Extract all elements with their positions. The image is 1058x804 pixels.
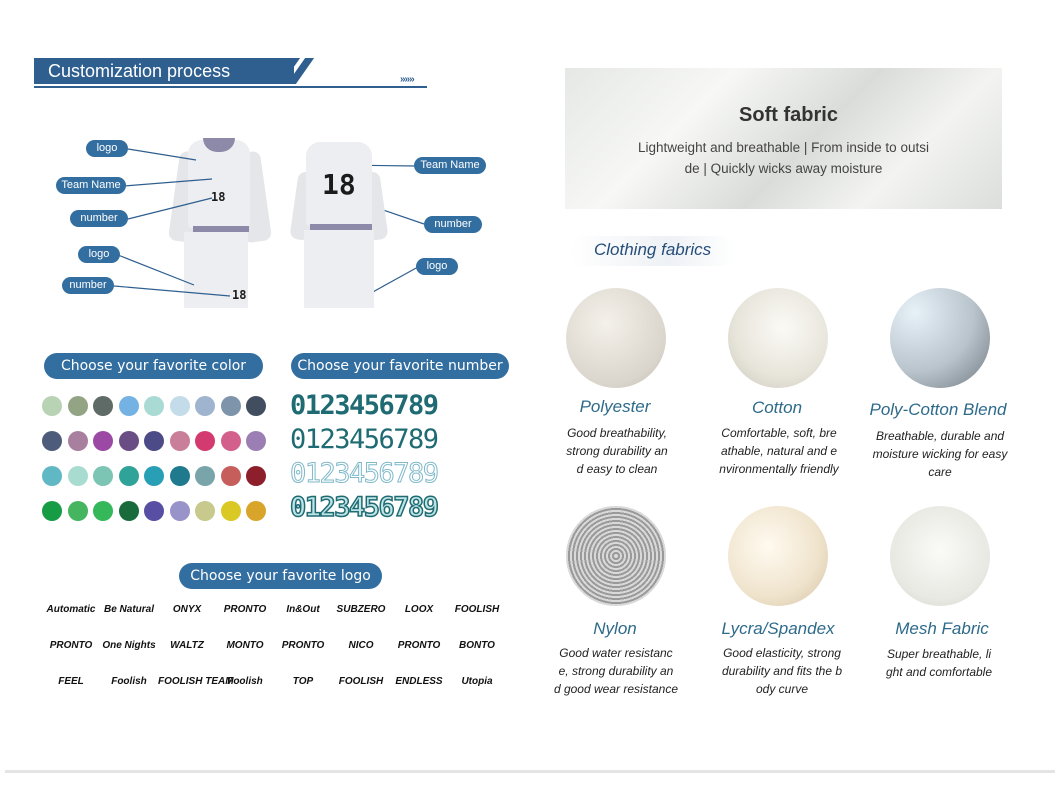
color-swatch[interactable]: [221, 396, 241, 416]
desc-line: strong durability an: [566, 444, 668, 458]
callout-team-name: Team Name: [414, 157, 486, 174]
team-logo[interactable]: LOOX: [404, 604, 434, 615]
team-logo[interactable]: WALTZ: [170, 640, 204, 651]
page-title: Customization process: [48, 61, 231, 81]
callout-number: number: [424, 216, 482, 233]
team-logo[interactable]: PRONTO: [223, 604, 267, 615]
color-swatch[interactable]: [144, 431, 164, 451]
number-style-1[interactable]: 0123456789: [290, 390, 438, 421]
fabric-description: [712, 424, 846, 478]
color-swatch[interactable]: [68, 396, 88, 416]
number-style-4[interactable]: 0123456789: [290, 492, 438, 523]
team-logo[interactable]: Utopia: [461, 676, 493, 687]
color-section-title: Choose your favorite color: [44, 353, 263, 379]
team-logo[interactable]: ENDLESS: [395, 676, 443, 687]
fabric-description: [554, 424, 680, 478]
team-logo[interactable]: ONYX: [172, 604, 202, 615]
callout-logo: logo: [86, 140, 128, 157]
desc-line: athable, natural and e: [720, 444, 838, 458]
desc-line: Good water resistanc: [559, 646, 673, 660]
team-logo[interactable]: NICO: [348, 640, 374, 651]
callout-number: number: [62, 277, 114, 294]
color-swatch[interactable]: [42, 501, 62, 521]
poly-cotton-swatch: [890, 288, 990, 388]
color-swatch[interactable]: [42, 466, 62, 486]
polyester-swatch: [566, 288, 666, 388]
clothing-fabrics-title: Clothing fabrics: [594, 240, 712, 259]
team-logo[interactable]: In&Out: [286, 604, 320, 615]
team-logo[interactable]: MONTO: [226, 640, 264, 651]
desc-line: Breathable, durable and: [875, 429, 1005, 443]
number-section-title: Choose your favorite number: [291, 353, 509, 379]
color-swatch[interactable]: [170, 396, 190, 416]
back-shorts: [304, 230, 374, 308]
color-swatch[interactable]: [119, 431, 139, 451]
color-swatch[interactable]: [195, 396, 215, 416]
desc-line: ody curve: [755, 682, 809, 696]
fabric-name: Cotton: [751, 398, 803, 417]
color-swatch[interactable]: [170, 501, 190, 521]
callout-team-name: Team Name: [56, 177, 126, 194]
color-swatch[interactable]: [246, 396, 266, 416]
logo-section-title: Choose your favorite logo: [179, 563, 382, 589]
logo-grid: [42, 600, 512, 700]
desc-line: d good wear resistance: [553, 682, 679, 696]
soft-fabric-title: Soft fabric: [739, 104, 838, 126]
team-logo[interactable]: Foolish: [111, 676, 147, 687]
callout-number: number: [70, 210, 128, 227]
chevron-right-icon: »»»: [400, 74, 414, 85]
fabric-name: Polyester: [579, 397, 651, 416]
back-number: 18: [322, 168, 356, 201]
color-swatch[interactable]: [195, 431, 215, 451]
color-swatch-grid: [42, 396, 272, 526]
fabric-name: Nylon: [593, 619, 637, 638]
front-chest-number: 18: [211, 190, 226, 204]
team-logo[interactable]: TOP: [292, 676, 314, 687]
desc-line: moisture wicking for easy: [872, 447, 1008, 461]
color-swatch[interactable]: [221, 501, 241, 521]
team-logo[interactable]: Be Natural: [103, 604, 154, 615]
fabric-description: [714, 644, 850, 698]
color-swatch[interactable]: [221, 431, 241, 451]
color-swatch[interactable]: [42, 431, 62, 451]
callout-logo: logo: [416, 258, 458, 275]
color-swatch[interactable]: [144, 501, 164, 521]
desc-line: durability and fits the b: [721, 664, 843, 678]
callout-logo: logo: [78, 246, 120, 263]
team-logo[interactable]: One Nights: [102, 640, 156, 651]
team-logo[interactable]: FOOLISH: [338, 676, 384, 687]
team-logo[interactable]: FEEL: [58, 676, 84, 687]
desc-line: ght and comfortable: [885, 665, 993, 679]
fabric-description: [866, 427, 1014, 481]
number-style-2[interactable]: 0123456789: [290, 424, 438, 455]
color-swatch[interactable]: [119, 466, 139, 486]
desc-line: Comfortable, soft, bre: [721, 426, 837, 440]
color-swatch[interactable]: [68, 466, 88, 486]
desc-line: Super breathable, li: [886, 647, 992, 661]
desc-line: Good elasticity, strong: [723, 646, 841, 660]
color-swatch[interactable]: [246, 501, 266, 521]
fabric-description: [876, 645, 1002, 681]
desc-line: Good breathability,: [567, 426, 667, 440]
front-shorts-number: 18: [232, 288, 247, 302]
color-swatch[interactable]: [246, 466, 266, 486]
fabric-name: Poly-Cotton Blend: [869, 400, 1007, 419]
soft-fabric-description: [610, 137, 957, 179]
color-swatch[interactable]: [68, 431, 88, 451]
fabric-name: Lycra/Spandex: [721, 619, 835, 638]
bottom-divider: [5, 770, 1055, 773]
color-swatch[interactable]: [119, 396, 139, 416]
soft-fabric-line-2: de | Quickly wicks away moisture: [684, 161, 883, 176]
color-swatch[interactable]: [93, 466, 113, 486]
color-swatch[interactable]: [221, 466, 241, 486]
team-logo[interactable]: PRONTO: [49, 640, 93, 651]
team-logo[interactable]: SUBZERO: [336, 604, 386, 615]
team-logo[interactable]: FOOLISH TEAM: [158, 676, 234, 687]
soft-fabric-line-1: Lightweight and breathable | From inside to outsi: [638, 140, 929, 155]
color-swatch[interactable]: [119, 501, 139, 521]
number-style-3[interactable]: 0123456789: [290, 458, 438, 489]
color-swatch[interactable]: [170, 466, 190, 486]
desc-line: d easy to clean: [576, 462, 658, 476]
color-swatch[interactable]: [93, 501, 113, 521]
desc-line: care: [928, 465, 952, 479]
cotton-swatch: [728, 288, 828, 388]
fabric-name: Mesh Fabric: [895, 619, 989, 638]
team-logo[interactable]: PRONTO: [281, 640, 325, 651]
color-swatch[interactable]: [195, 466, 215, 486]
team-logo[interactable]: Automatic: [46, 604, 96, 615]
color-swatch[interactable]: [42, 396, 62, 416]
color-swatch[interactable]: [170, 431, 190, 451]
desc-line: e, strong durability an: [558, 664, 674, 678]
lycra-swatch: [728, 506, 828, 606]
color-swatch[interactable]: [144, 466, 164, 486]
color-swatch[interactable]: [93, 396, 113, 416]
color-swatch[interactable]: [246, 431, 266, 451]
color-swatch[interactable]: [195, 501, 215, 521]
team-logo[interactable]: FOOLISH: [454, 604, 500, 615]
fabric-description: [550, 644, 682, 698]
color-swatch[interactable]: [68, 501, 88, 521]
team-logo[interactable]: PRONTO: [397, 640, 441, 651]
nylon-swatch: [566, 506, 666, 606]
mesh-swatch: [890, 506, 990, 606]
color-swatch[interactable]: [93, 431, 113, 451]
team-logo[interactable]: BONTO: [459, 640, 495, 651]
desc-line: nvironmentally friendly: [719, 462, 839, 476]
color-swatch[interactable]: [144, 396, 164, 416]
team-logo[interactable]: Foolish: [227, 676, 263, 687]
